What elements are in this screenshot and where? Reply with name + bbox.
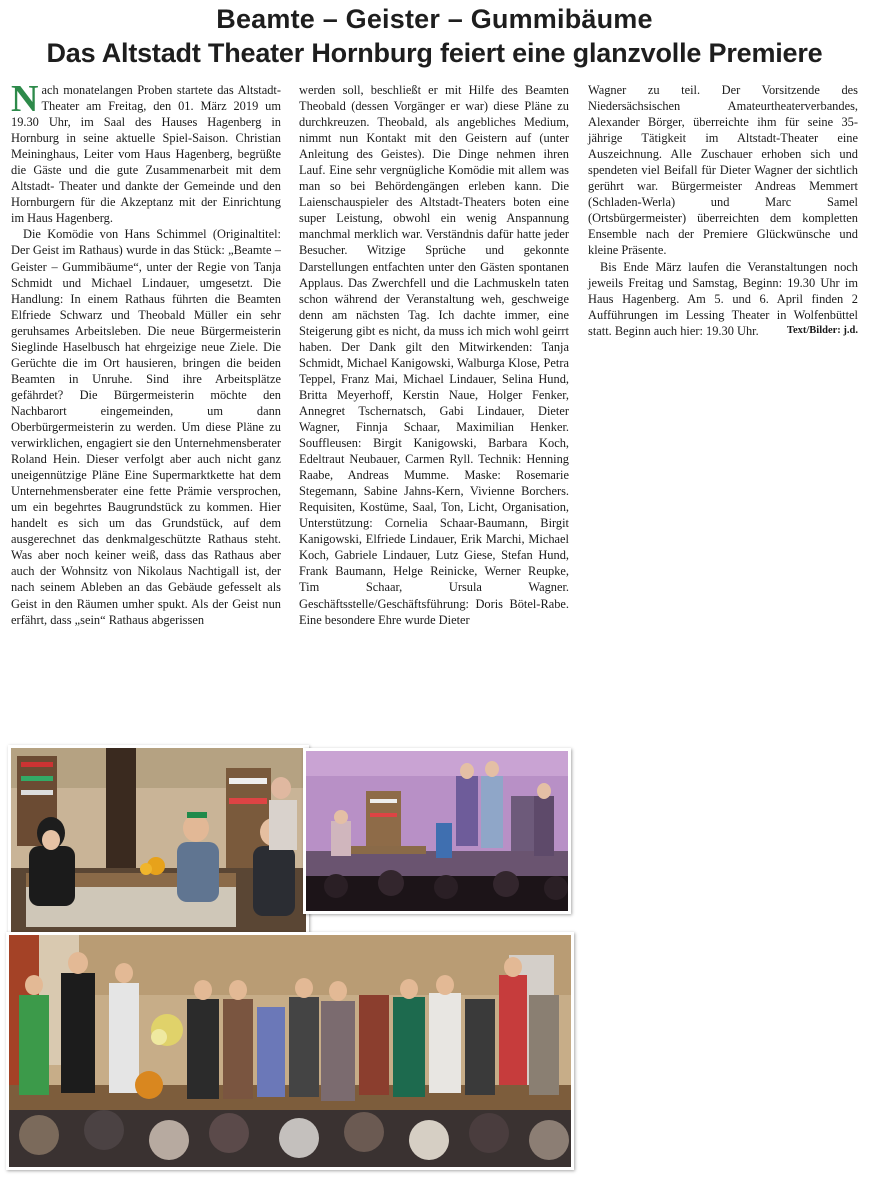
paragraph: Die Komödie von Hans Schimmel (Originaltitel: Der Geist im Rathaus) wurde in das Stück: „Beamte – Geister – Gummibäume“, unter der Regie von Tanja Schmidt und Michael Lindauer, umgesetzt. Die Handlung: In einem Rathaus führten die Beamten Elfriede Schwarz und Theobald Müller ein sehr geruhsames Arbeitsleben. Die neue Bürgermeisterin Sieglinde Haselbusch hat ehrgeizige neue Ziele. Die Gerüchte die im Ort hausieren, bringen die beiden Beamten in Unruhe. Sind ihre Arbeitsplätze gefährdet? Die Bürgermeisterin möchte den Nachbarort eingemeinden, um dann Oberbürgermeisterin zu werden. Um diese Pläne zu verwirklichen, engagiert sie den Unternehmensberater Roland Hein. Dieser verfolgt aber auch nicht ganz uneigennützige Pläne Eine Supermarktkette hat dem Unternehmensberater eine fette Prämie versprochen, um ein begehrtes Baugrundstück zu kommen. Hier handelt es sich um das Grundstück, auf dem ausgerechnet das denkmalgeschützte Rathaus steht. Was aber noch keiner weiß, dass das Rathaus aber auch der Wohnsitz von Nikolaus Nachtigall ist, der nach seinem Ableben an das Gebäude gefesselt als Geist in den Räumen umher spukt. Als der Geist nun erfährt, dass „sein“ Rathaus abgerissen <box>11 227 281 627</box>
photo-credit: Text/Bilder: j.d. <box>786 324 858 336</box>
paragraph-text: ach monatelangen Proben startete das Altstadt-Theater am Freitag, den 01. März 2019 um 19.30 Uhr, im Saal des Hauses Hagenberg in Hornburg in seine aktuelle Spiel-Saison. Christian Meininghaus, Leiter vom Haus Hagenberg, begrüßte die Gäste und die gute Zusammenarbeit mit dem Altstadt- Theater und dankte der Gemeinde und den Hornburgern für die Akzeptanz mit der Einrichtung im Haus Hagenberg. <box>11 83 281 226</box>
drop-cap: N <box>11 78 39 120</box>
paragraph: Wagner zu teil. Der Vorsitzende des Niedersächsischen Amateurtheaterverbandes, Alexander Börger, überreichte ihm für seine 35-jährige Tätigkeit im Altstadt-Theater eine Auszeichnung. Alle Zuschauer erhoben sich und spendeten viel Beifall für Dieter Wagner der sichtlich gerührt war. Bürgermeister Andreas Memmert (Schladen-Werla) und Marc Samel (Ortsbürgermeister) überreichten dem kompletten Ensemble nach der Premiere Glückwünsche und kleine Präsente. <box>588 83 858 258</box>
paragraph <box>11 78 281 226</box>
photo-ensemble-curtain-call <box>6 932 574 1170</box>
article-column-3 <box>588 82 858 339</box>
photo-stage-scene <box>303 748 571 914</box>
paragraph: werden soll, beschließt er mit Hilfe des Beamten Theobald (dessen Vorgänger er war) diese Pläne zu durchkreuzen. Theobald, als angebliches Medium, nimmt nun Kontakt mit den Geistern auf (unter Anleitung des Geistes). Die Dinge nehmen ihren Lauf. Eine sehr vergnügliche Komödie mit allem was man so bei Behördengängen erleben kann. Die Laienschauspieler des Altstadt-Theaters boten eine super Leistung, obwohl ein wenig Anspannung manchmal merklich war. Verständnis dafür hatte jeder Besucher. Witzige Sprüche und gekonnte Darstellungen entfachten unter den Gästen spontanen Applaus. Das Zwerchfell und die Lachmuskeln taten schon während der Veranstaltung weh, geschweige denn am nächsten Tag. Ich dachte immer, eine Steigerung gibt es nicht, da muss ich mich wohl geirrt haben. Der Dank gilt den Mitwirkenden: Tanja Schmidt, Michael Kanigowski, Walburga Klose, Petra Teppel, Franz Mai, Michael Lindauer, Selina Hund, Britta Meyerhoff, Kerstin Naue, Holger Fenker, Annegret Tschernatsch, Gabi Lindauer, Dieter Wagner, Finnja Schaar, Maximilian Henker. Souffleusen: Birgit Kanigowski, Barbara Koch, Edeltraut Neubauer, Carmen Ryll. Technik: Henning Raabe, Andreas Mumme. Maske: Rosemarie Stegemann, Sabine Jahns-Kern, Vivienne Borchers. Requisiten, Kostüme, Saal, Ton, Licht, Organisation, Unterstützung: Cornelia Schaar-Baumann, Birgit Kanigowski, Elfriede Lindauer, Erik Marchi, Michael Koch, Gabriele Lindauer, Lutz Giese, Stefan Hund, Frank Baumann, Helge Reinicke, Werner Reupke, Tim Schaar, Ursula Wagner. Geschäftsstelle/Geschäftsführung: Doris Bötel-Rabe. Eine besondere Ehre wurde Dieter <box>299 83 569 627</box>
article-column-2 <box>299 82 569 628</box>
headline-line-2: Das Altstadt Theater Hornburg feiert eine glanzvolle Premiere <box>46 38 823 68</box>
article-column-1 <box>11 78 281 628</box>
photo-office-scene <box>8 745 309 941</box>
headline-line-1: Beamte – Geister – Gummibäume <box>216 4 653 34</box>
paragraph: Bis Ende März laufen die Veranstaltungen noch jeweils Freitag und Samstag, Beginn: 19.30 Uhr im Haus Hagenberg. Am 5. und 6. April finden 2 Aufführungen im Lessing Theater in Wolfenbüttel statt. Beginn auch hier: 19.30 Uhr. <box>588 259 858 338</box>
